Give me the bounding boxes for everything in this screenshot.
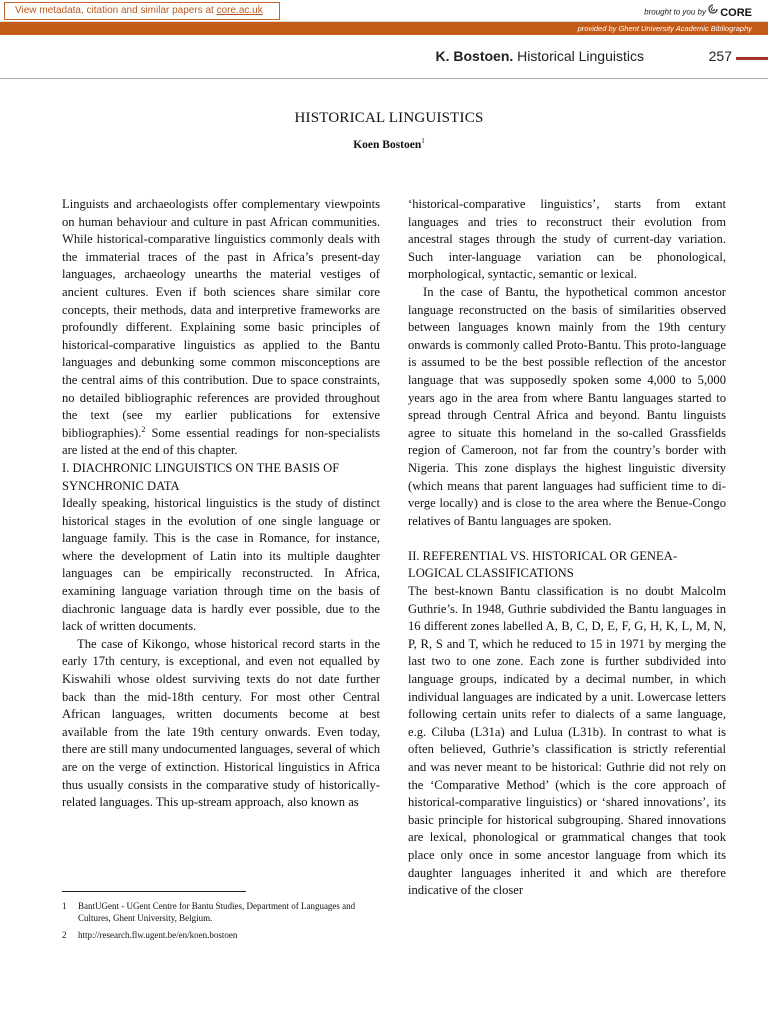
- footnote-number: 2: [62, 930, 67, 940]
- footnote-rule: [62, 891, 246, 892]
- paragraph: Ideally speaking, historical linguistics is the study of distinct historical stages in the evolution of one single language or language family. This is the case in Romance, for instance, where the development of Latin into its multiple daughter languages can be empirically reconstructed. In Africa, examining language variation through time on the basis of diachronic language data is hardly ever possible, due to the lack of written documents.: [62, 496, 380, 634]
- brought-by-text: brought to you by: [644, 7, 706, 17]
- brought-to-you-by[interactable]: [644, 4, 752, 21]
- author-note-ref[interactable]: 1: [421, 137, 425, 145]
- footnote: [62, 930, 382, 942]
- footnote-number: 1: [62, 901, 67, 911]
- paragraph: [62, 196, 380, 460]
- core-brand: CORE: [720, 6, 752, 19]
- provider-bar: [0, 22, 768, 35]
- footnote-url-link[interactable]: http://research.flw.ugent.be/en/koen.bostoen: [78, 930, 238, 940]
- section-heading-1: I. DIACHRONIC LINGUISTICS ON THE BASIS OF SYNCHRONIC DATA: [62, 460, 340, 493]
- core-logo-icon: [708, 4, 718, 21]
- section-heading-2: II. REFERENTIAL VS. HISTORICAL OR GENEALOGICAL CLASSIFICATIONS: [408, 548, 678, 581]
- paragraph: In the case of Bantu, the hypothetical common ancestor language reconstructed on the basis of similarities observed between languages known mainly from the 19th century onwards is commonly called Proto-Bantu. This proto-language is assumed to be the best possible reflection of the ancestor language that was supposedly spoken some 4,000 to 5,000 years ago in the area from where Bantu languages started to spread through Central Africa and beyond. Bantu linguists agree to situate this homeland in the so-called Grassfields region of Cameroon, not far from the country’s border with Nigeria. This zone displays the highest linguistic diversity (which means that parent languages had sufficient time to diverge locally) and is close to the area where the Benue-Congo relatives of Bantu languages are spoken.: [408, 284, 726, 528]
- author-name: Koen Bostoen: [353, 138, 422, 151]
- paragraph: ‘historical-comparative linguistics’, starts from extant languages and tries to reconstruct their evolution from ancestral stages through the study of current-day variation. Such inter-language variation can be phonological, morphological, syntactic, semantic or lexical.: [408, 197, 726, 282]
- running-head-rule: [736, 57, 768, 60]
- running-head-subject: Historical Linguistics: [517, 48, 644, 64]
- footnotes: [62, 901, 382, 948]
- core-ac-uk-link[interactable]: core.ac.uk: [216, 5, 263, 16]
- paragraph-text: Linguists and archaeologists offer complementary viewpoints on human behaviour and culture in past African communities. While historical-comparative linguistics commonly deals with the immaterial traces of the past in Africa’s present-day languages, archaeology unearths the material vestiges of ancient cultures. Even if both sciences share similar core concepts, their methods, data and interpretive frameworks are profoundly different. Explaining some basic principles of historical-comparative linguistics as applied to the Bantu languages and debunking some common misconceptions are the central aims of this contribution. Due to space constraints, no detailed bibliographic references are provided throughout the text (see my earlier publications for extensive bibliographies).: [62, 197, 380, 440]
- article-author: [0, 137, 768, 151]
- core-metadata-link[interactable]: [4, 2, 280, 20]
- paragraph: The case of Kikongo, whose historical record starts in the early 17th century, is exceptional, and even not equalled by Kiswahili whose oldest surviving texts do not date further back than the mid-18th century. For most other Central African languages, written documents become at best available from the late 19th century onwards. Even today, there are still many undocumented languages, several of which are on the verge of extinction. Historical linguistics in Africa thus usually consists in the comparative study of historically-related languages. This up-stream approach, also known as: [62, 636, 380, 810]
- paragraph: The best-known Bantu classification is no doubt Malcolm Guthrie’s. In 1948, Guthrie subdivided the Bantu languages in 16 different zones labelled A, B, C, D, E, F, G, H, K, L, M, N, P, R, S and T, which he reduced to 15 in 1971 by merging the last two to one zone. Each zone is further subdivided into language groups, indicated by a decimal number, in which individual languages are indicated by a unit. Lowercase letters following certain units refer to dialects of a same language, e.g. Ciluba (L31a) and Lulua (L31b). In contrast to what is often believed, Guthrie’s classification is strictly referential and was never meant to be historical: Guthrie did not rely on the ‘Comparative Method’ (which is the core approach of historical-comparative linguistics) or ‘shared innovations’, its basic principle for historical subgrouping. Shared innovations are lexical, phonological or grammatical changes that took place only once in some ancestor language from which its daughter languages inherited it and which are therefore indicative of the closer: [408, 584, 726, 898]
- left-column: [62, 196, 380, 812]
- core-link-prefix: View metadata, citation and similar papers at: [15, 5, 217, 16]
- core-banner: [0, 0, 768, 22]
- footnote-text: BantUGent - UGent Centre for Bantu Studies, Department of Languages and Cultures, Ghent University, Belgium.: [78, 901, 356, 923]
- article-title: HISTORICAL LINGUISTICS: [294, 110, 484, 126]
- header-divider: [0, 78, 768, 79]
- running-head-author: K. Bostoen.: [435, 48, 514, 64]
- footnote-ref-2[interactable]: 2: [141, 424, 146, 434]
- right-column: [408, 196, 726, 900]
- running-head: [0, 48, 768, 66]
- running-head-title: [436, 48, 645, 64]
- provided-by-text[interactable]: provided by Ghent University Academic Bibliography: [577, 24, 752, 33]
- footnote: [62, 901, 382, 924]
- page-number: 257: [708, 48, 732, 64]
- paragraph-text: Some essential readings for non-specialists are listed at the end of this chapter.: [62, 425, 380, 458]
